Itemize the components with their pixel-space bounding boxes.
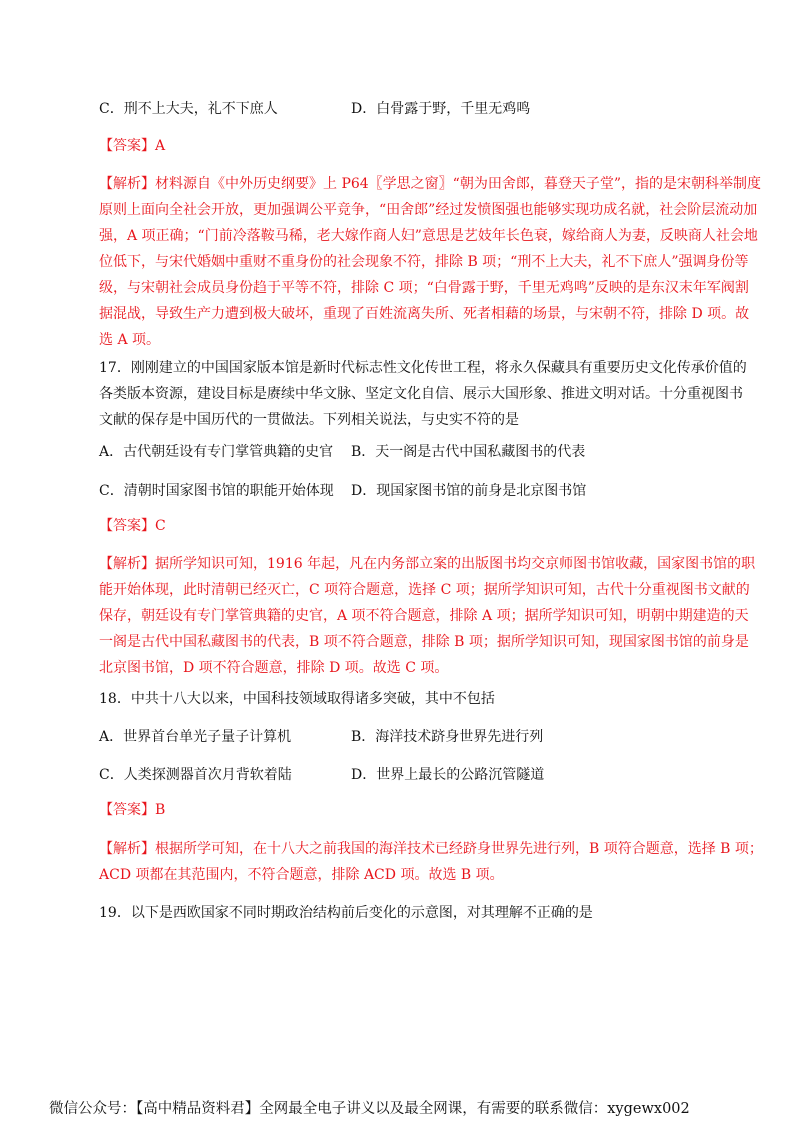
q18-analysis: 【解析】根据所学可知，在十八大之前我国的海洋技术已经跻身世界先进行列，B 项符合题意，选择 B 项； ACD 项都在其范围内，不符合题意，排除 ACD 项。故选 B 项。: [99, 841, 763, 883]
q18-option-b: B．海洋技术跻身世界先进行列: [351, 729, 544, 745]
q18-option-a: A．世界首台单光子量子计算机: [99, 729, 292, 745]
q16-analysis-label: 【解析】: [99, 176, 155, 192]
q16-option-d: D．白骨露于野，千里无鸡鸣: [351, 101, 531, 117]
q17-option-a: A．古代朝廷设有专门掌管典籍的史官: [99, 444, 334, 460]
q17-analysis-label: 【解析】: [99, 556, 155, 572]
q16-analysis: 【解析】材料源自《中外历史纲要》上 P64〖学思之窗〗“朝为田舍郎，暮登天子堂”，指的是宋朝科举制度 原则上面向全社会开放，更加强调公平竞争，“田舍郎”经过发愤图强也能够实现功成名就，社会阶层流动加 强，A 项正确；“门前冷落鞍马稀，老大嫁作商人妇”意思是艺妓年长色衰，嫁给商人为妻，反映商人社会地 位低下，与宋代婚姻中重财不重身份的社会现象不符，排除 B 项；“刑不上大夫，礼不下庶人”强调身份等 级，与宋朝社会成员身份趋于平等不符，排除 C 项；“白骨露于野，千里无鸡鸣”反映的是东汉末年军阀割 据混战，导致生产力遭到极大破坏，重现了百姓流离失所、死者相藉的场景，与宋朝不符，排除 D 项。故 选 A 项。: [99, 176, 761, 348]
q18-stem: 18．中共十八大以来，中国科技领域取得诸多突破，其中不包括: [99, 691, 495, 707]
q16-answer: 【答案】A: [99, 138, 166, 154]
q17-analysis: 【解析】据所学知识可知，1916 年起，凡在内务部立案的出版图书均交京师图书馆收藏，国家图书馆的职 能开始体现，此时清朝已经灭亡，C 项符合题意，选择 C 项；据所学知识可知，古代十分重视图书文献的 保存，朝廷设有专门掌管典籍的史官，A 项不符合题意，排除 A 项；据所学知识可知，明朝中期建造的天 一阁是古代中国私藏图书的代表，B 项不符合题意，排除 B 项；据所学知识可知，现国家图书馆的前身是 北京图书馆，D 项不符合题意，排除 D 项。故选 C 项。: [99, 556, 756, 676]
q17-option-b: B．天一阁是古代中国私藏图书的代表: [351, 444, 586, 460]
q18-analysis-label: 【解析】: [99, 841, 155, 857]
q19-stem: 19．以下是西欧国家不同时期政治结构前后变化的示意图，对其理解不正确的是: [99, 905, 593, 921]
q17-answer: 【答案】C: [99, 518, 166, 534]
q18-option-d: D．世界上最长的公路沉管隧道: [351, 767, 545, 783]
q17-option-d: D．现国家图书馆的前身是北京图书馆: [351, 483, 587, 499]
q18-answer: 【答案】B: [99, 802, 166, 818]
q17-option-c: C．清朝时国家图书馆的职能开始体现: [99, 483, 334, 499]
footer-wechat-notice: 微信公众号：【高中精品资料君】全网最全电子讲义以及最全网课，有需要的联系微信：xygewx002: [49, 1101, 690, 1117]
q18-option-c: C．人类探测器首次月背软着陆: [99, 767, 292, 783]
q17-stem: 17．刚刚建立的中国国家版本馆是新时代标志性文化传世工程，将永久保藏具有重要历史文化传承价值的 各类版本资源，建设目标是赓续中华文脉、坚定文化自信、展示大国形象、推进文明对话。十分重视图书 文献的保存是中国历代的一贯做法。下列相关说法，与史实不符的是: [99, 360, 747, 428]
q16-option-c: C．刑不上大夫，礼不下庶人: [99, 101, 278, 117]
